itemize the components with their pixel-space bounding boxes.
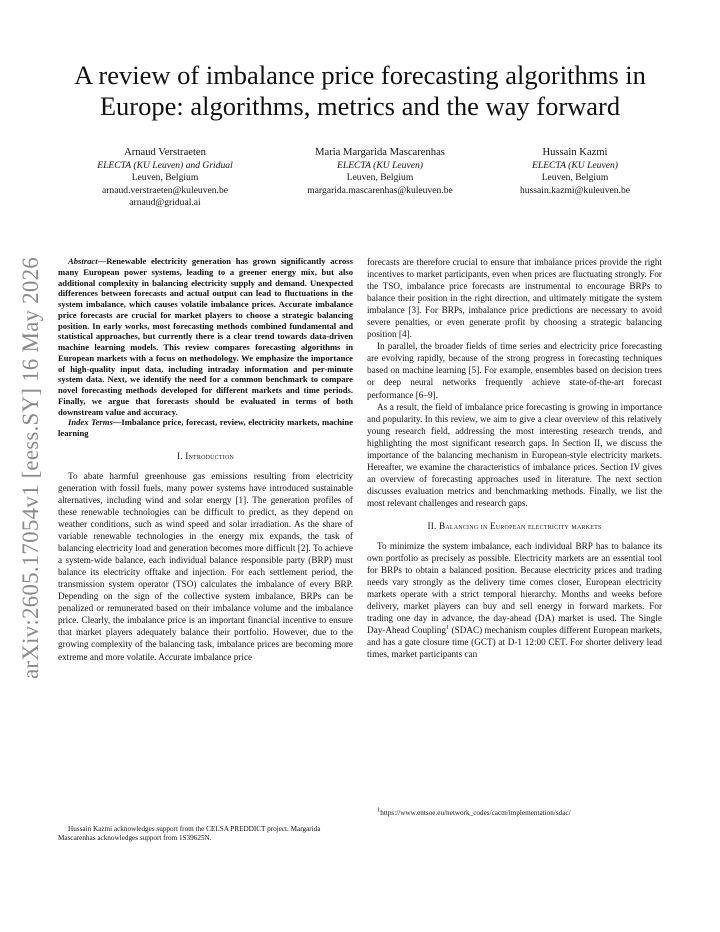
url-footnote (367, 806, 662, 818)
author-location: Leuven, Belgium (346, 172, 414, 184)
arxiv-identifier: arXiv:2605.17054v1 [eess.SY] 16 May 2026 (18, 257, 43, 679)
intro-paragraph-3: As a result, the field of imbalance price forecasting is growing in importance and popularity. In this review, we aim to give a clear overview of this relatively young research field, addressing the most interesting research trends, and highlighting the most significant research gaps. In Section II, we discuss the importance of the balancing mechanism in European-style electricity markets. Hereafter, we examine the characteristics of imbalance prices. Section IV gives an overview of forecasting approaches used in literature. The next section discusses evaluation metrics and benchmarking methods. Finally, we list the most relevant challenges and research gaps. (367, 401, 662, 508)
footnote-number: 1 (377, 806, 381, 814)
abstract (58, 256, 353, 417)
author-location: Leuven, Belgium (541, 172, 609, 184)
author-location: Leuven, Belgium (131, 172, 199, 184)
index-terms-text: —Imbalance price, forecast, review, electricity markets, machine learning (58, 417, 354, 438)
author-email-secondary: arnaud@gridual.ai (129, 196, 201, 208)
author-name: Hussain Kazmi (542, 147, 608, 158)
author-1 (70, 146, 260, 209)
author-email: arnaud.verstraeten@kuleuven.be (101, 184, 229, 196)
section-heading-balancing: II. Balancing in European electricity markets (427, 520, 602, 531)
intro-paragraph-2: In parallel, the broader fields of time series and electricity price forecasting are evolving rapidly, because of the strong progress in forecasting techniques based on machine learning [5]. For example, ensembles based on decision trees or deep neural networks frequently achieve state-of-the-art forecast performance [6–9]. (367, 341, 662, 400)
author-email: margarida.mascarenhas@kuleuven.be (307, 184, 453, 196)
left-column (58, 256, 353, 663)
author-affiliation: ELECTA (KU Leuven) and Gridual (97, 160, 233, 171)
section-heading-introduction: I. Introduction (176, 450, 235, 461)
funding-footnote (58, 825, 353, 843)
author-name: Arnaud Verstraeten (124, 147, 206, 158)
abstract-text: —Renewable electricity generation has grown significantly across many European power systems, leading to a greener energy mix, but also additional complexity in balancing electricity supply and demand. Unexpected differences between forecasts and actual output can lead to fluctuations in the system imbalance, which causes volatile imbalance prices. Accurate imbalance price forecasts are crucial for market players to choose a strategic balancing position. In early works, most forecasting methods combined fundamental and statistical approaches, but currently there is a clear trend towards data-driven machine learning models. This review compares forecasting algorithms in European markets with a focus on methodology. We emphasize the importance of high-quality input data, including intraday information and per-minute system data. Next, we identify the need for a common benchmark to compare novel forecasting methods developed for different markets and time periods. Finally, we argue that forecasts should be evaluated in terms of both downstream value and accuracy. (58, 256, 353, 417)
intro-paragraph-1-continued: forecasts are therefore crucial to ensure that imbalance prices provide the right incentives to market participants, even when prices are fluctuating strongly. For the TSO, imbalance price forecasts are instrumental to encourage BRPs to balance their position in the right direction, and ultimately mitigate the system imbalance [3]. For BRPs, imbalance price predictions are necessary to avoid severe penalties, or even generate profit by choosing a strategic balancing position [4]. (367, 257, 662, 340)
balancing-paragraph-text-b: (SDAC) mechanism couples different European markets, and has a gate closure time (GCT) at D-1 12:00 CET. For shorter delivery lead times, market participants can (367, 625, 662, 660)
right-column (367, 256, 662, 661)
author-2 (280, 146, 480, 197)
index-terms (58, 417, 353, 439)
intro-paragraph-1: To abate harmful greenhouse gas emissions resulting from electricity generation with fossil fuels, many power systems have introduced sustainable alternatives, including wind and solar energy [1]. The generation profiles of these renewable technologies can be difficult to predict, as they depend on weather conditions, such as wind speed and solar irradiation. As the share of variable renewable technologies in the energy mix expands, the task of balancing electricity load and generation becomes more difficult [2]. To achieve a system-wide balance, each individual balance responsible party (BRP) must balance its electricity offtake and injection. For each settlement period, the transmission system operator (TSO) calculates the imbalance of every BRP. Depending on the sign of the collective system imbalance, BRPs can be penalized or remunerated based on their imbalance volume and the imbalance price. Clearly, the imbalance price is an important financial incentive to ensure that market players adequately balance their portfolio. However, due to the growing complexity of the balancing task, imbalance prices are becoming more extreme and more volatile. Accurate imbalance price (58, 470, 353, 662)
author-email: hussain.kazmi@kuleuven.be (519, 184, 631, 196)
balancing-paragraph-1 (367, 540, 662, 660)
footnote-url: https://www.entsoe.eu/network_codes/cacm/implementation/sdac/ (380, 809, 571, 817)
author-3 (490, 146, 660, 197)
balancing-paragraph-text-a: To minimize the system imbalance, each individual BRP has to balance its own portfolio as precisely as possible. Electricity markets are an essential tool for BRPs to obtain a balanced position. Because electricity prices and trading needs vary strongly as the delivery time comes closer, European electricity markets operate with a strict temporal hierarchy. Months and weeks before delivery, market players can buy and sell energy in forward markets. For trading one day in advance, the day-ahead (DA) market is used. The Single Day-Ahead Coupling (367, 541, 662, 636)
arxiv-side-stamp (14, 248, 48, 688)
footnote-marker: 1 (445, 624, 450, 632)
author-affiliation: ELECTA (KU Leuven) (532, 160, 618, 171)
paper-title: A review of imbalance price forecasting algorithms in Europe: algorithms, metrics and the way forward (74, 60, 646, 121)
abstract-lead: Abstract (68, 256, 98, 266)
author-name: Maria Margarida Mascarenhas (315, 147, 445, 158)
index-terms-lead: Index Terms (68, 417, 113, 428)
author-affiliation: ELECTA (KU Leuven) (337, 160, 423, 171)
funding-text: Hussain Kazmi acknowledges support from the CELSA PREDDICT project. Margarida Mascarenhas acknowledges support from 1S39625N. (58, 825, 321, 842)
